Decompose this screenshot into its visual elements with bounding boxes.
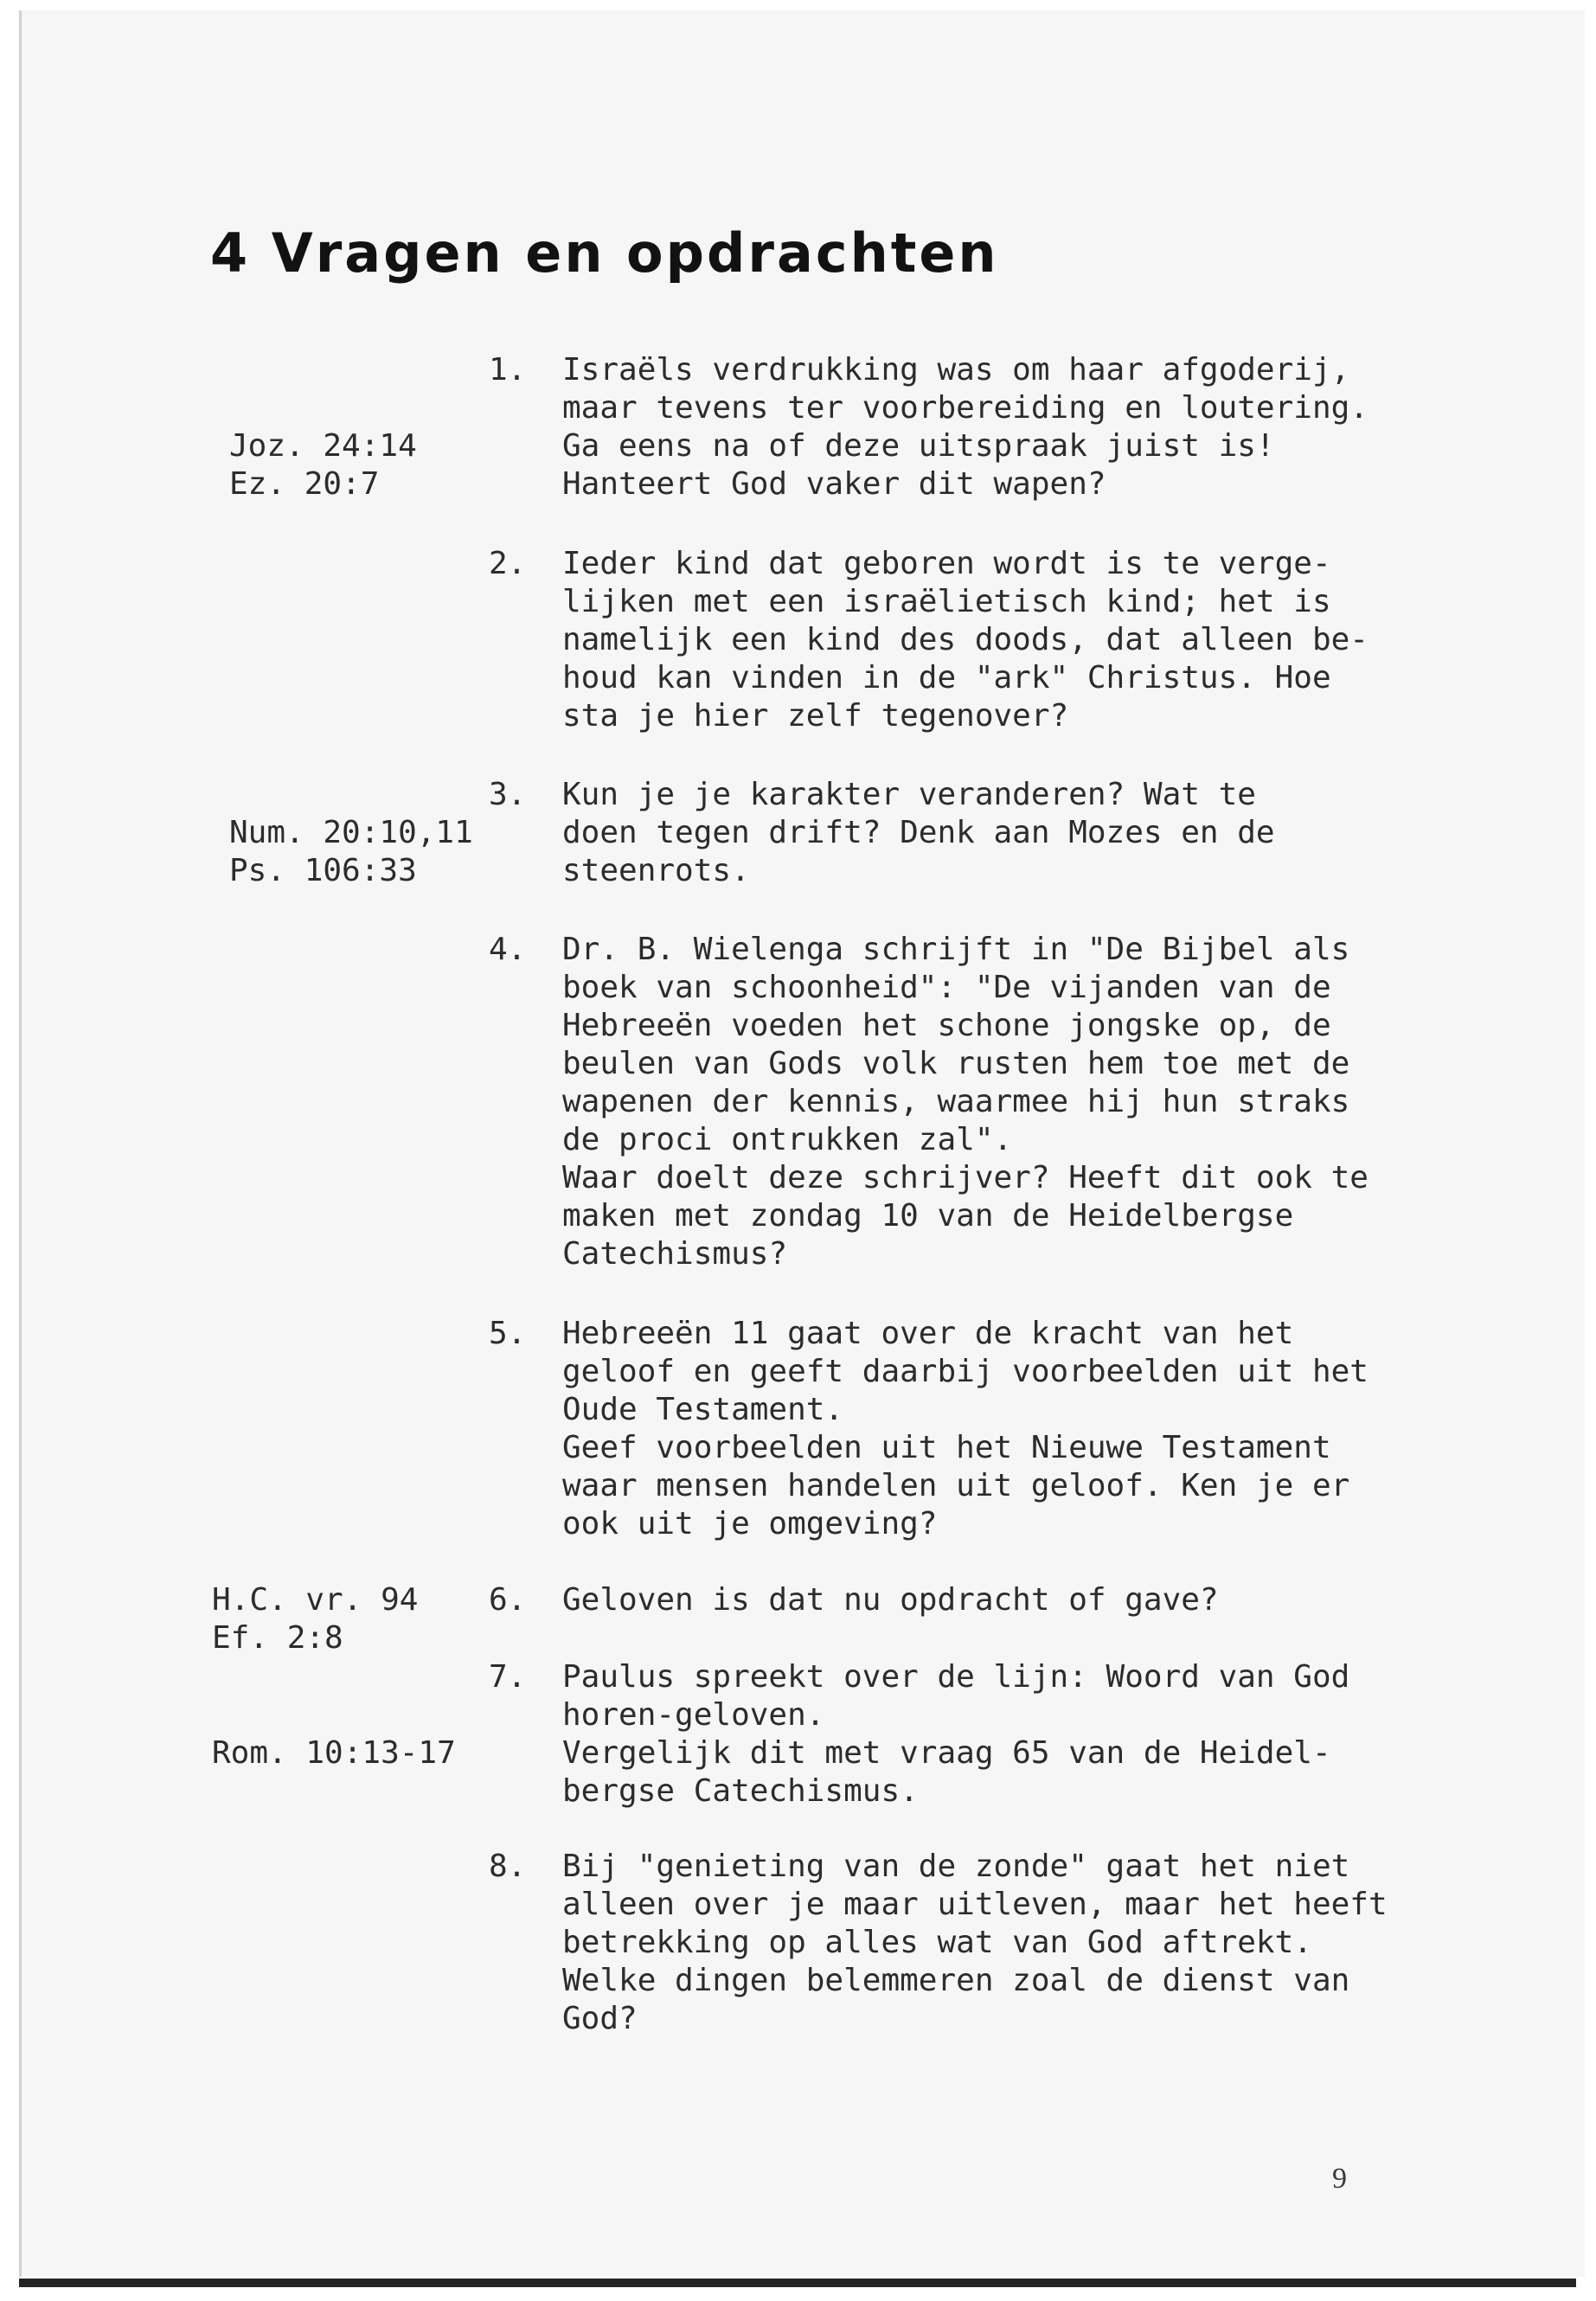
question-line: bergse Catechismus.: [562, 1773, 919, 1809]
question-line: Israëls verdrukking was om haar afgoderij,: [562, 352, 1350, 388]
question-line: wapenen der kennis, waarmee hij hun straks: [562, 1084, 1350, 1119]
question-number: 3.: [489, 777, 527, 812]
question-line: de proci ontrukken zal".: [562, 1122, 1013, 1157]
section-heading: 4 Vragen en opdrachten: [210, 221, 999, 285]
question-number: 1.: [489, 352, 527, 388]
question-text: [562, 776, 1419, 890]
scripture-reference: Rom. 10:13-17: [212, 1735, 456, 1771]
question-number: 2.: [489, 546, 527, 581]
question-line: Dr. B. Wielenga schrijft in "De Bijbel als: [562, 932, 1350, 967]
question-line: Bij "genieting van de zonde" gaat het niet: [562, 1849, 1350, 1884]
question-line: beulen van Gods volk rusten hem toe met de: [562, 1046, 1350, 1081]
question-line: Welke dingen belemmeren zoal de dienst van: [562, 1963, 1350, 1998]
question-line: namelijk een kind des doods, dat alleen be-: [562, 622, 1368, 657]
question-line: houd kan vinden in de "ark" Christus. Hoe: [562, 660, 1331, 695]
question-text: [562, 1658, 1419, 1811]
question-line: Hebreeën 11 gaat over de kracht van het: [562, 1316, 1294, 1351]
question-line: boek van schoonheid": "De vijanden van de: [562, 970, 1331, 1005]
question-line: sta je hier zelf tegenover?: [562, 698, 1069, 734]
scripture-reference: Joz. 24:14: [229, 428, 417, 464]
question-line: God?: [562, 2001, 638, 2036]
question-line: maar tevens ter voorbereiding en loutering.: [562, 390, 1368, 426]
question-line: lijken met een israëlietisch kind; het is: [562, 584, 1331, 619]
question-line: Hanteert God vaker dit wapen?: [562, 466, 1106, 502]
question-line: Hebreeën voeden het schone jongske op, de: [562, 1008, 1331, 1043]
question-text: [562, 1581, 1419, 1619]
scripture-reference: H.C. vr. 94: [212, 1582, 419, 1618]
question-text: [562, 1848, 1419, 2038]
question-line: Kun je je karakter veranderen? Wat te: [562, 777, 1256, 812]
scripture-reference: Num. 20:10,11: [229, 815, 473, 850]
bottom-edge-rule: [19, 2279, 1576, 2287]
scripture-reference: Ez. 20:7: [229, 466, 380, 502]
question-line: Paulus spreekt over de lijn: Woord van God: [562, 1659, 1350, 1695]
question-text: [562, 351, 1419, 503]
question-line: geloof en geeft daarbij voorbeelden uit het: [562, 1354, 1368, 1389]
question-line: Ga eens na of deze uitspraak juist is!: [562, 428, 1275, 464]
question-line: Oude Testament.: [562, 1392, 844, 1427]
question-number: 7.: [489, 1659, 527, 1695]
question-line: waar mensen handelen uit geloof. Ken je er: [562, 1468, 1350, 1503]
scripture-reference: Ps. 106:33: [229, 853, 417, 888]
question-line: maken met zondag 10 van de Heidelbergse: [562, 1198, 1294, 1234]
question-number: 5.: [489, 1316, 527, 1351]
scripture-reference: Ef. 2:8: [212, 1620, 343, 1656]
question-number: 8.: [489, 1849, 527, 1884]
question-text: [562, 545, 1419, 735]
question-line: Catechismus?: [562, 1236, 788, 1272]
question-line: Ieder kind dat geboren wordt is te verge-: [562, 546, 1331, 581]
question-line: ook uit je omgeving?: [562, 1506, 938, 1541]
question-line: Vergelijk dit met vraag 65 van de Heidel-: [562, 1735, 1331, 1771]
question-line: steenrots.: [562, 853, 750, 888]
question-line: Geef voorbeelden uit het Nieuwe Testament: [562, 1430, 1331, 1465]
question-line: Geloven is dat nu opdracht of gave?: [562, 1582, 1219, 1618]
question-text: [562, 1315, 1419, 1543]
question-line: horen-geloven.: [562, 1697, 825, 1733]
question-line: alleen over je maar uitleven, maar het heeft: [562, 1887, 1388, 1922]
question-number: 6.: [489, 1582, 527, 1618]
page-number: 9: [1332, 2163, 1347, 2195]
question-text: [562, 931, 1419, 1273]
question-line: doen tegen drift? Denk aan Mozes en de: [562, 815, 1275, 850]
question-number: 4.: [489, 932, 527, 967]
question-line: betrekking op alles wat van God aftrekt.: [562, 1925, 1312, 1960]
question-line: Waar doelt deze schrijver? Heeft dit ook te: [562, 1160, 1368, 1195]
